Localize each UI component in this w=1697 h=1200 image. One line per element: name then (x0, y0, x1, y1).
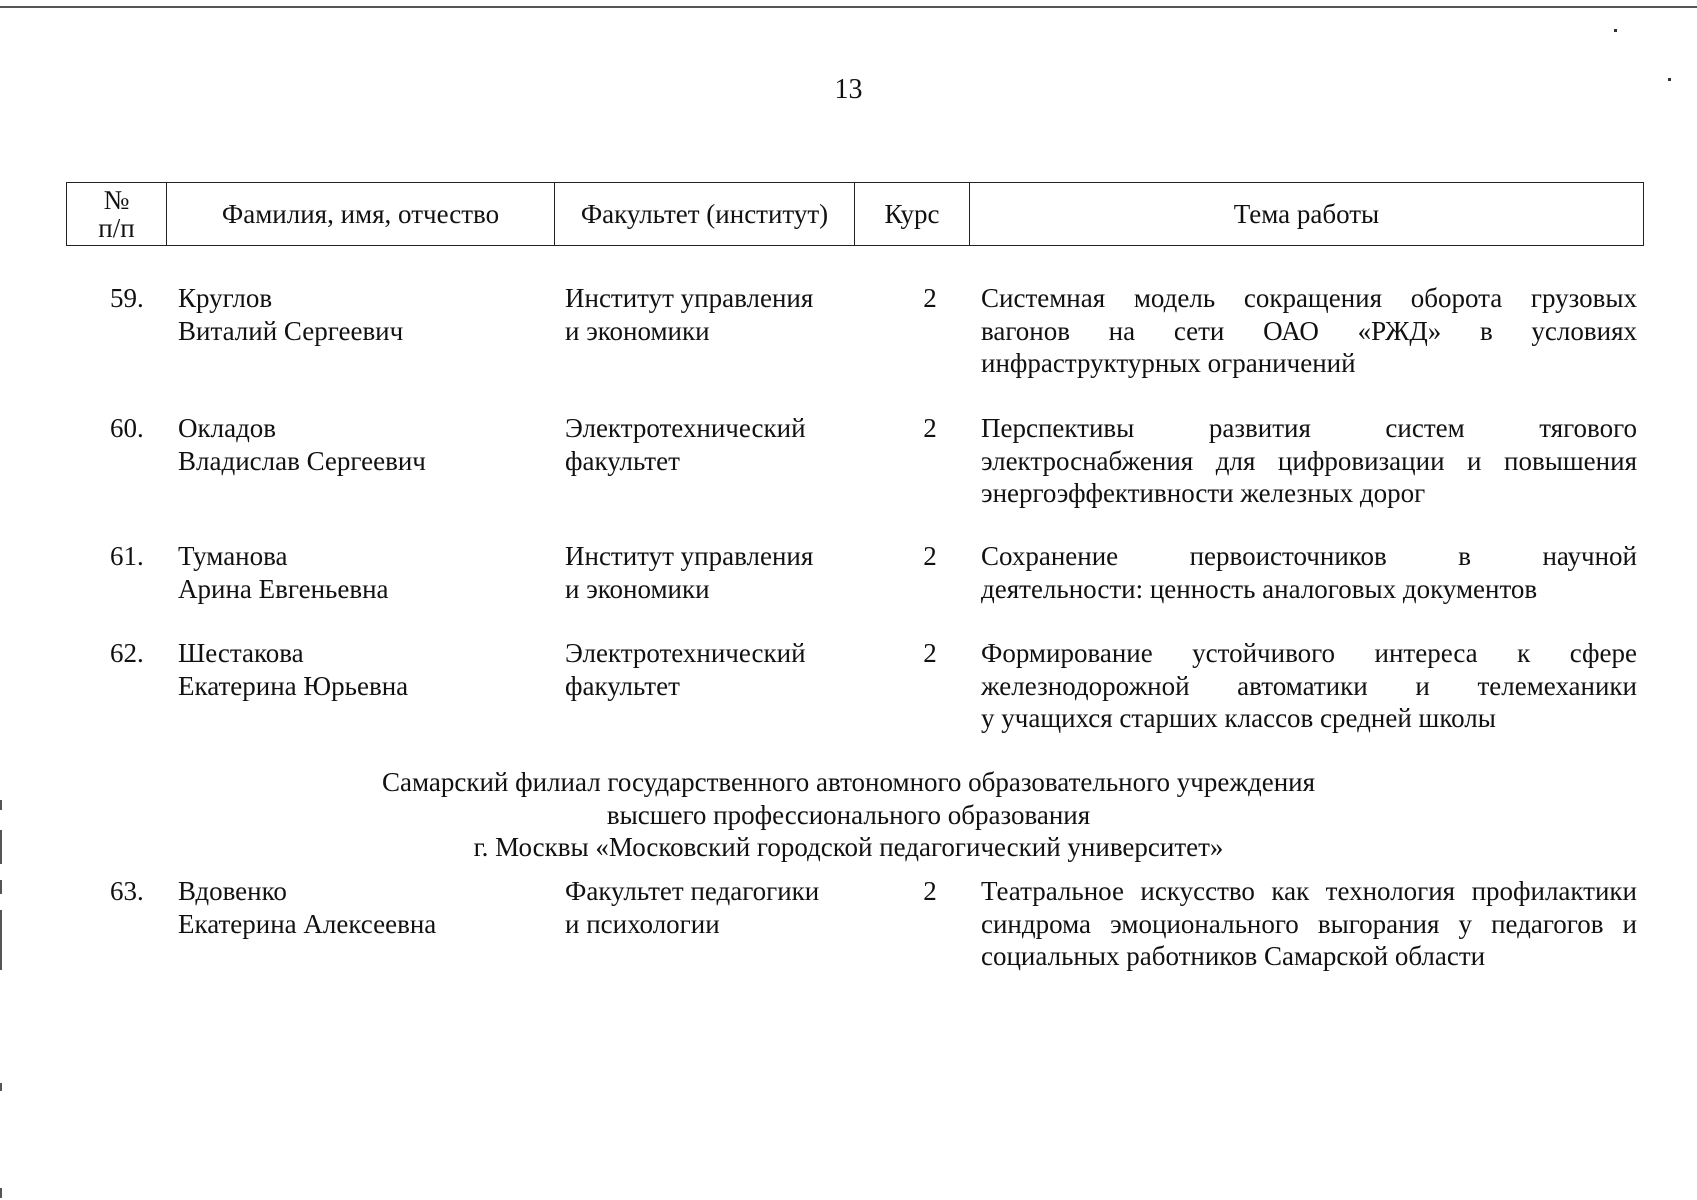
given-names: Екатерина Алексеевна (178, 908, 437, 939)
student-name (178, 412, 548, 477)
topic (981, 637, 1637, 735)
section-heading-line: Самарский филиал государственного автономного образовательного учреждения (381, 767, 1316, 797)
topic (981, 282, 1637, 380)
faculty (565, 540, 855, 605)
faculty-line: факультет (565, 670, 680, 701)
surname: Шестакова (178, 638, 304, 668)
margin-mark (0, 910, 2, 970)
page-number: 13 (834, 74, 863, 105)
faculty (565, 875, 855, 940)
faculty (565, 412, 855, 477)
faculty (565, 282, 855, 347)
header-topic: Тема работы (1233, 199, 1380, 229)
surname: Окладов (178, 413, 277, 443)
topic-line: железнодорожной автоматики и телемеханики (981, 670, 1637, 701)
topic-line: социальных работников Самарской области (981, 941, 1486, 971)
header-name: Фамилия, имя, отчество (167, 183, 555, 245)
student-name (178, 282, 548, 347)
margin-mark (0, 880, 2, 894)
top-rule (0, 6, 1697, 8)
faculty-line: Электротехнический (565, 638, 806, 668)
course: 2 (923, 283, 937, 313)
margin-mark (0, 800, 2, 810)
topic-line: Театральное искусство как технология профилактики (981, 876, 1637, 906)
given-names: Арина Евгеньевна (178, 573, 389, 604)
surname: Вдовенко (178, 876, 287, 906)
faculty-line: Факультет педагогики (565, 876, 820, 906)
topic-line: синдрома эмоционального выгорания у педагогов и (981, 908, 1637, 939)
topic (981, 875, 1637, 973)
faculty-line: и психологии (565, 908, 720, 939)
faculty-line: и экономики (565, 315, 710, 346)
surname: Туманова (178, 541, 288, 571)
header-course: Курс (855, 183, 970, 245)
topic-line: Формирование устойчивого интереса к сфере (981, 638, 1637, 668)
topic-line: деятельности: ценность аналоговых документов (981, 573, 1538, 604)
section-heading-line: г. Москвы «Московский городской педагогический университет» (473, 832, 1224, 862)
faculty-line: Институт управления (565, 541, 814, 571)
given-names: Виталий Сергеевич (178, 315, 404, 346)
margin-mark (0, 830, 2, 864)
header-number (67, 183, 167, 245)
student-name (178, 637, 548, 702)
course: 2 (923, 541, 937, 571)
topic-line: Системная модель сокращения оборота грузовых (981, 283, 1637, 313)
topic-line: Сохранение первоисточников в научной (981, 541, 1637, 571)
row-number: 60. (110, 413, 144, 443)
given-names: Екатерина Юрьевна (178, 670, 409, 701)
topic-line: у учащихся старших классов средней школы (981, 703, 1496, 733)
header-faculty: Факультет (институт) (555, 183, 855, 245)
faculty-line: Институт управления (565, 283, 814, 313)
header-number-line2: п/п (98, 213, 135, 243)
row-number: 62. (110, 638, 144, 668)
margin-mark (0, 1188, 2, 1198)
table-header (66, 182, 1644, 246)
topic-line: инфраструктурных ограничений (981, 348, 1356, 378)
topic-line: электроснабжения для цифровизации и повышения (981, 445, 1637, 476)
student-name (178, 875, 548, 940)
topic (981, 412, 1637, 510)
student-name (178, 540, 548, 605)
faculty (565, 637, 855, 702)
course: 2 (923, 876, 937, 906)
scan-speck (1614, 29, 1617, 32)
topic-line: Перспективы развития систем тягового (981, 413, 1637, 443)
topic-line: вагонов на сети ОАО «РЖД» в условиях (981, 315, 1637, 346)
margin-mark (0, 1083, 2, 1091)
header-number-line1: № (103, 185, 130, 215)
given-names: Владислав Сергеевич (178, 445, 426, 476)
topic (981, 540, 1637, 605)
course: 2 (923, 638, 937, 668)
row-number: 63. (110, 876, 144, 906)
row-number: 59. (110, 283, 144, 313)
section-heading-line: высшего профессионального образования (606, 799, 1091, 830)
faculty-line: Электротехнический (565, 413, 806, 443)
section-heading (0, 766, 1697, 864)
topic-line: энергоэффективности железных дорог (981, 478, 1426, 508)
faculty-line: и экономики (565, 573, 710, 604)
row-number: 61. (110, 541, 144, 571)
course: 2 (923, 413, 937, 443)
surname: Круглов (178, 283, 273, 313)
faculty-line: факультет (565, 445, 680, 476)
